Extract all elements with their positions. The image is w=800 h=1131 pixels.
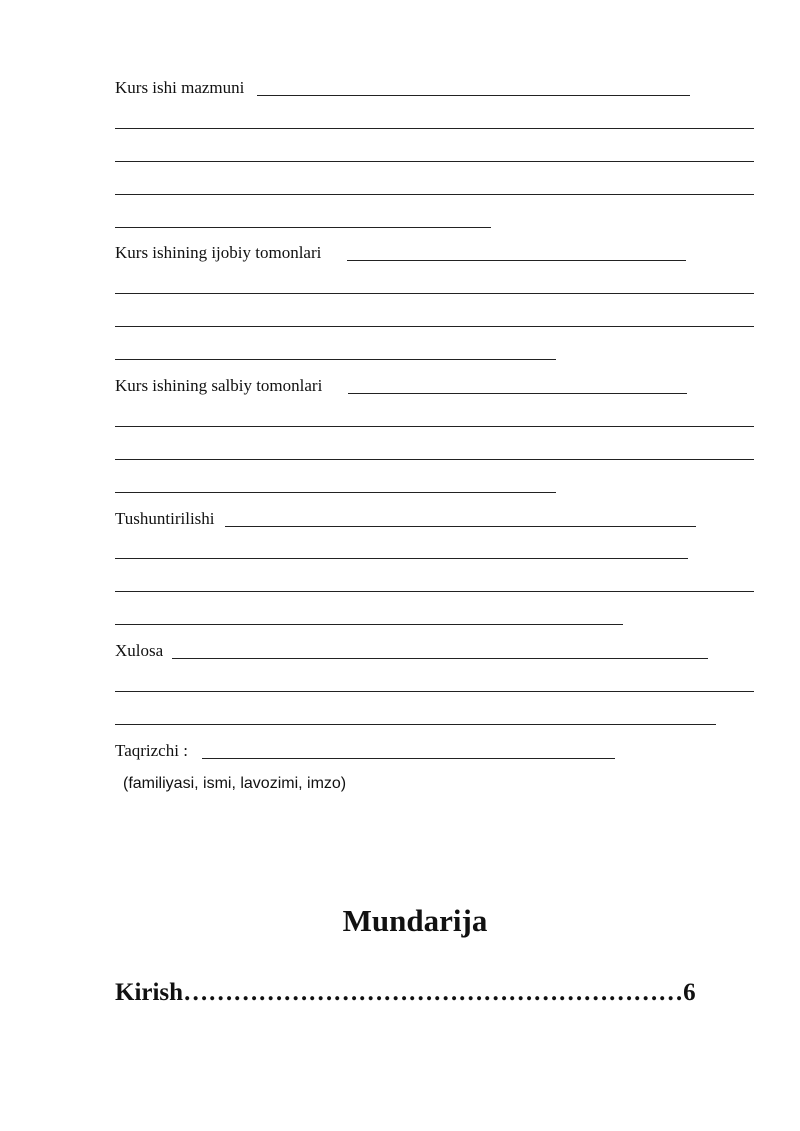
explanation-line[interactable] [115, 558, 688, 559]
positive-aspects-line[interactable] [347, 260, 686, 261]
reviewer-caption: (familiyasi, ismi, lavozimi, imzo) [123, 775, 347, 792]
negative-aspects-line[interactable] [115, 492, 556, 493]
positive-aspects-label: Kurs ishining ijobiy tomonlari [115, 243, 322, 262]
positive-aspects-line[interactable] [115, 359, 556, 360]
conclusion-line[interactable] [172, 658, 708, 659]
content-line[interactable] [115, 227, 491, 228]
content-label: Kurs ishi mazmuni [115, 78, 245, 97]
explanation-line[interactable] [115, 624, 623, 625]
content-line[interactable] [115, 194, 754, 195]
negative-aspects-line[interactable] [115, 459, 754, 460]
explanation-label: Tushuntirilishi [115, 509, 215, 528]
negative-aspects-label: Kurs ishining salbiy tomonlari [115, 376, 323, 395]
conclusion-line[interactable] [115, 724, 716, 725]
content-line[interactable] [257, 95, 690, 96]
positive-aspects-line[interactable] [115, 293, 754, 294]
contents-title: Mundarija [342, 903, 488, 938]
positive-aspects-line[interactable] [115, 326, 754, 327]
content-line[interactable] [115, 128, 754, 129]
toc-entry-label: Kirish [115, 979, 184, 1006]
negative-aspects-line[interactable] [115, 426, 754, 427]
explanation-line[interactable] [225, 526, 696, 527]
content-line[interactable] [115, 161, 754, 162]
negative-aspects-line[interactable] [348, 393, 687, 394]
reviewer-label: Taqrizchi : [115, 741, 188, 760]
reviewer-line[interactable] [202, 758, 615, 759]
explanation-line[interactable] [115, 591, 754, 592]
toc-entry[interactable] [115, 978, 696, 1008]
toc-entry-leader: …………………………………………………… [183, 979, 684, 1006]
toc-entry-page: 6 [683, 979, 696, 1006]
conclusion-label: Xulosa [115, 641, 164, 660]
conclusion-line[interactable] [115, 691, 754, 692]
